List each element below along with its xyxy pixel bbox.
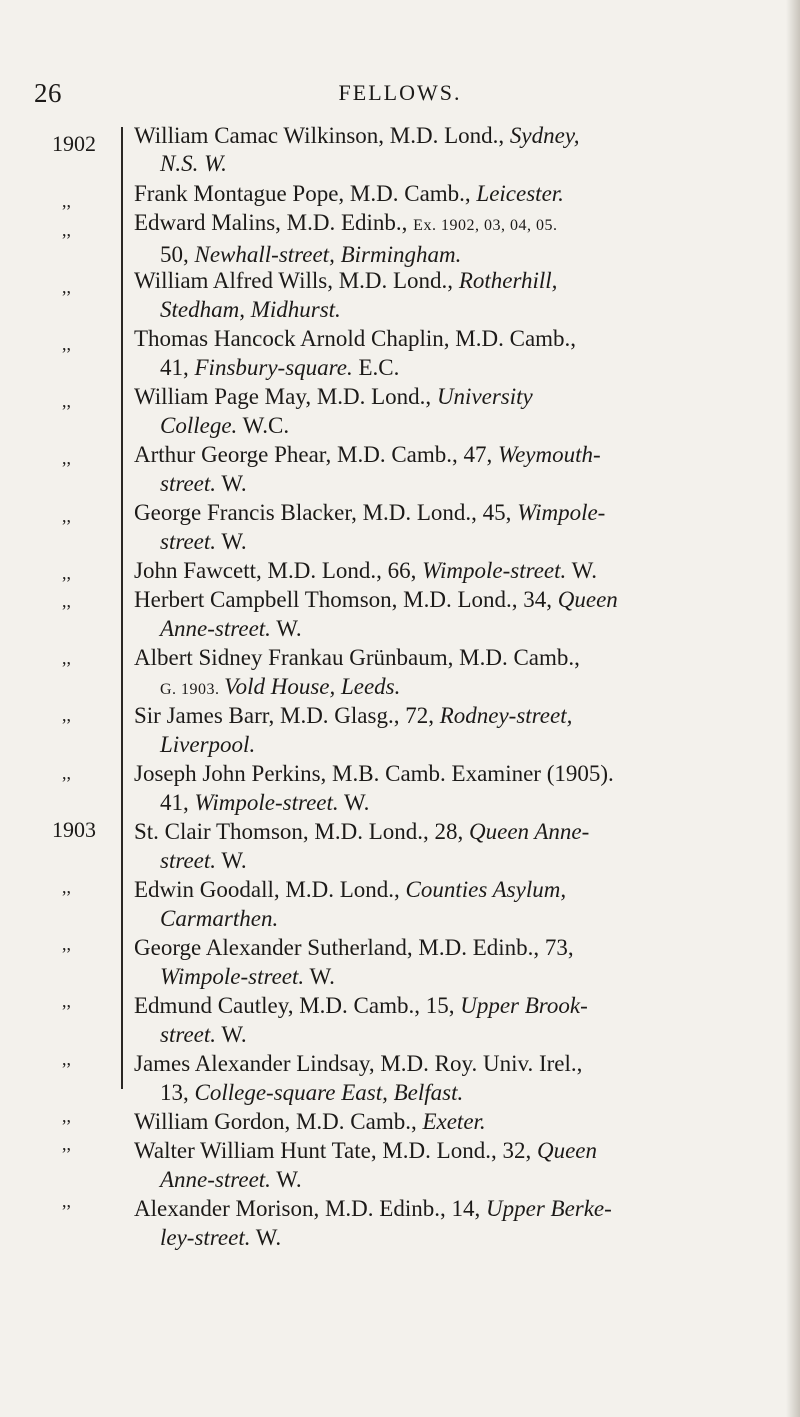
fellow-name-degree: George Francis Blacker, M.D. Lond., 45, xyxy=(134,500,518,526)
entry-line-1 xyxy=(134,818,794,846)
postal-district: W. xyxy=(250,1224,282,1250)
fellow-name-degree: Frank Montague Pope, M.D. Camb., xyxy=(134,180,477,206)
postal-district: W. xyxy=(216,528,247,554)
entry-line-1 xyxy=(134,209,794,240)
fellow-name-degree: Arthur George Phear, M.D. Camb., 47, xyxy=(134,442,499,468)
fellow-entry xyxy=(134,557,794,585)
year-column xyxy=(30,130,118,1245)
address-part: Sydney, xyxy=(509,123,580,148)
entry-line-1 xyxy=(134,499,794,527)
address-part: Upper Brook- xyxy=(460,993,588,1019)
entry-line-1 xyxy=(134,180,794,208)
entry-line-1 xyxy=(134,1195,794,1223)
entry-line-2 xyxy=(134,296,794,324)
ditto-mark: ,, xyxy=(62,448,71,469)
ditto-mark: ,, xyxy=(62,1191,71,1212)
fellow-entry xyxy=(134,934,794,991)
ditto-mark: ,, xyxy=(62,991,71,1012)
fellow-entry xyxy=(134,325,794,382)
fellow-entry xyxy=(134,180,794,208)
entry-line-2 xyxy=(134,731,794,759)
address-part: Wimpole-street. xyxy=(422,558,567,584)
entry-line-2 xyxy=(134,1224,794,1252)
fellow-name-degree: Edward Malins, M.D. Edinb., xyxy=(134,210,414,236)
address-part: College. xyxy=(160,412,238,438)
postal-district: W. xyxy=(338,789,370,815)
address-part: University xyxy=(436,384,533,410)
entry-line-2 xyxy=(134,1021,794,1049)
street-number: 41, xyxy=(160,789,195,815)
fellow-name-degree: Walter William Hunt Tate, M.D. Lond., 32, xyxy=(134,1138,537,1164)
fellow-name-degree: Albert Sidney Frankau Grünbaum, M.D. Camb., xyxy=(134,645,580,671)
fellow-entry xyxy=(134,644,794,701)
postal-district: W. xyxy=(566,558,597,584)
postal-district: W.C. xyxy=(237,412,290,438)
fellow-name-degree: James Alexander Lindsay, M.D. Roy. Univ. Irel., xyxy=(134,1051,583,1077)
ditto-mark: ,, xyxy=(62,705,71,726)
ditto-mark: ,, xyxy=(62,505,71,526)
ditto-mark: ,, xyxy=(62,877,71,898)
ditto-mark: ,, xyxy=(62,391,71,412)
fellow-name-degree: William Alfred Wills, M.D. Lond., xyxy=(134,268,459,294)
fellow-entry xyxy=(134,122,794,179)
fellow-entry xyxy=(134,383,794,440)
fellow-entry xyxy=(134,209,794,266)
address-part: street. xyxy=(160,847,216,873)
entry-line-1 xyxy=(134,644,794,672)
running-head: FELLOWS. xyxy=(338,80,462,105)
address-part: street. xyxy=(160,1021,216,1047)
address-part: N.S. W. xyxy=(160,151,227,177)
address-part: Vold House, Leeds. xyxy=(224,673,401,699)
address-part: Counties Asylum, xyxy=(405,877,567,903)
ditto-mark: ,, xyxy=(62,333,71,354)
entry-line-1 xyxy=(134,1108,794,1136)
fellow-entry xyxy=(134,586,794,643)
postal-district: E.C. xyxy=(352,354,400,380)
address-part: Anne-street. xyxy=(160,615,271,641)
address-part: Carmarthen. xyxy=(160,905,279,931)
fellow-name-degree: William Page May, M.D. Lond., xyxy=(134,384,437,410)
entry-line-1 xyxy=(134,1050,794,1078)
address-part: Finsbury-square. xyxy=(194,354,353,380)
address-part: Queen Anne- xyxy=(469,819,590,845)
fellow-name-degree: Herbert Campbell Thomson, M.D. Lond., 34, xyxy=(134,587,558,613)
ditto-mark: ,, xyxy=(62,1105,71,1126)
address-part: Wimpole- xyxy=(517,500,606,526)
address-part: Upper Berke- xyxy=(486,1196,612,1222)
page-edge-shadow xyxy=(786,0,800,1417)
address-part: Weymouth- xyxy=(498,442,601,468)
fellow-entry xyxy=(134,499,794,556)
entry-line-2 xyxy=(134,963,794,991)
entry-line-1 xyxy=(134,702,794,730)
entry-line-1 xyxy=(134,557,794,585)
postal-district: W. xyxy=(216,847,247,873)
fellow-entry xyxy=(134,818,794,875)
entry-line-2 xyxy=(134,528,794,556)
fellow-name-degree: Thomas Hancock Arnold Chaplin, M.D. Camb., xyxy=(134,326,577,352)
entry-line-1 xyxy=(134,122,794,150)
postal-district: W. xyxy=(304,963,335,989)
page-number: 26 xyxy=(34,78,62,108)
year-label: 1902 xyxy=(52,131,96,156)
entry-line-2 xyxy=(134,470,794,498)
entry-line-1 xyxy=(134,586,794,614)
address-part: Liverpool. xyxy=(160,731,256,757)
address-part: Exeter. xyxy=(422,1109,486,1135)
address-part: street. xyxy=(160,528,216,554)
entry-line-2 xyxy=(134,905,794,933)
fellow-entry xyxy=(134,1195,794,1252)
entry-line-2 xyxy=(134,150,794,178)
entry-line-2 xyxy=(134,789,794,817)
address-part: Queen xyxy=(557,587,618,613)
fellow-entry xyxy=(134,1108,794,1136)
fellow-name-degree: William Gordon, M.D. Camb., xyxy=(134,1109,423,1135)
ditto-mark: ,, xyxy=(62,934,71,955)
fellow-name-degree: Alexander Morison, M.D. Edinb., 14, xyxy=(134,1196,486,1222)
address-part: Stedham, Midhurst. xyxy=(160,296,341,322)
fellow-name-degree: Edmund Cautley, M.D. Camb., 15, xyxy=(134,993,461,1019)
address-part: Rotherhill, xyxy=(458,268,558,294)
entry-line-1 xyxy=(134,992,794,1020)
entry-line-2 xyxy=(134,1079,794,1107)
fellow-entry xyxy=(134,702,794,759)
ditto-mark: ,, xyxy=(62,219,71,240)
address-part: Anne-street. xyxy=(160,1166,271,1192)
ditto-mark: ,, xyxy=(62,648,71,669)
fellow-name-degree: Edwin Goodall, M.D. Lond., xyxy=(134,877,406,903)
address-part: Queen xyxy=(536,1138,597,1164)
entry-line-2 xyxy=(134,847,794,875)
fellow-entry xyxy=(134,267,794,324)
qualification-note: G. 1903. xyxy=(160,680,225,698)
fellow-entry xyxy=(134,992,794,1049)
entry-line-1 xyxy=(134,760,794,788)
address-part: Wimpole-street. xyxy=(160,963,305,989)
examiner-note: Ex. 1902, 03, 04, 05. xyxy=(413,217,558,235)
fellow-entry xyxy=(134,876,794,933)
postal-district: W. xyxy=(216,470,247,496)
postal-district: W. xyxy=(216,1021,247,1047)
ditto-mark: ,, xyxy=(62,1048,71,1069)
fellow-name-degree: Sir James Barr, M.D. Glasg., 72, xyxy=(134,703,440,729)
entry-line-2 xyxy=(134,615,794,643)
entry-line-1 xyxy=(134,876,794,904)
fellow-entry xyxy=(134,1137,794,1194)
fellow-name-degree: William Camac Wilkinson, M.D. Lond., xyxy=(134,123,510,148)
fellows-list xyxy=(134,122,794,1253)
fellow-name-degree: St. Clair Thomson, M.D. Lond., 28, xyxy=(134,819,470,845)
address-part: Wimpole-street. xyxy=(194,789,339,815)
address-part: street. xyxy=(160,470,216,496)
postal-district: W. xyxy=(270,615,302,641)
ditto-mark: ,, xyxy=(62,562,71,583)
entry-line-1 xyxy=(134,1137,794,1165)
address-part: Rodney-street, xyxy=(439,703,573,729)
ditto-mark: ,, xyxy=(62,762,71,783)
entry-line-1 xyxy=(134,383,794,411)
entry-line-1 xyxy=(134,325,794,353)
address-part: Leicester. xyxy=(476,180,564,206)
entry-line-2 xyxy=(134,354,794,382)
fellow-name-degree: George Alexander Sutherland, M.D. Edinb., 73, xyxy=(134,935,574,961)
ditto-mark: ,, xyxy=(62,276,71,297)
fellow-entry xyxy=(134,760,794,817)
entry-line-2 xyxy=(134,1166,794,1194)
entry-line-2 xyxy=(134,412,794,440)
fellow-name-degree: John Fawcett, M.D. Lond., 66, xyxy=(134,558,423,584)
ditto-mark: ,, xyxy=(62,191,71,212)
street-number: 50, xyxy=(160,241,195,267)
entry-line-1 xyxy=(134,267,794,295)
entry-line-2 xyxy=(134,241,794,269)
street-number: 41, xyxy=(160,354,195,380)
entry-line-2 xyxy=(134,673,794,704)
column-rule xyxy=(121,127,123,1089)
postal-district: W. xyxy=(270,1166,302,1192)
street-number: 13, xyxy=(160,1079,195,1105)
address-part: College-square East, Belfast. xyxy=(194,1079,464,1105)
address-part: Newhall-street, Birmingham. xyxy=(194,241,462,267)
fellow-entry xyxy=(134,1050,794,1107)
entry-line-1 xyxy=(134,441,794,469)
entry-line-1 xyxy=(134,934,794,962)
ditto-mark: ,, xyxy=(62,1134,71,1155)
ditto-mark: ,, xyxy=(62,591,71,612)
address-part: ley-street. xyxy=(160,1224,251,1250)
fellow-entry xyxy=(134,441,794,498)
fellow-name-degree: Joseph John Perkins, M.B. Camb. Examiner (1905). xyxy=(134,761,614,787)
year-label: 1903 xyxy=(52,816,96,842)
